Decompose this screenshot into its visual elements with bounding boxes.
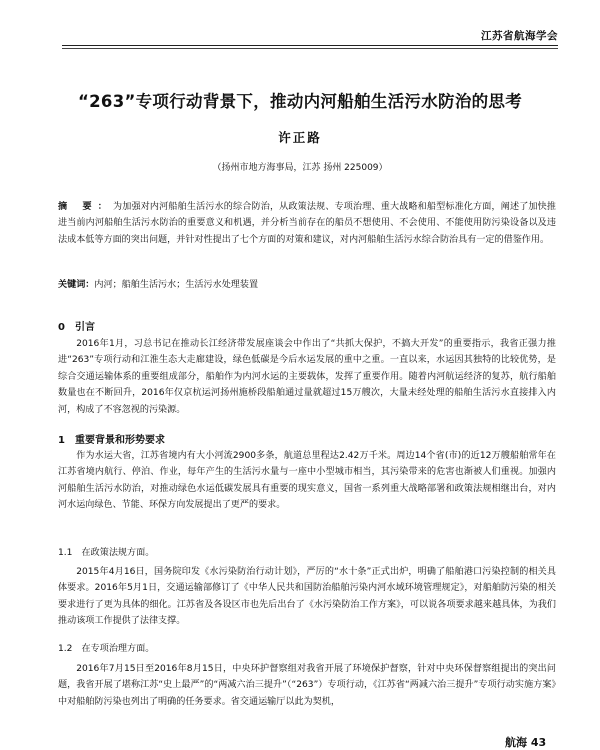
paragraph-background: 作为水运大省，江苏省境内有大小河流2900多条，航道总里程达2.42万千米。周边14个省(市)的近12万艘船舶常年在江苏省境内航行、停泊、作业，每年产生的生活污水量与一座中小型城市相当，其污染带来的危害也渐被人们重视。加强内河船舶生活污水防治，对推动绿色水运低碳发展具有重要的现实意义，国省一系列重大战略部署和政策法规相继出台，对内河水运向绿色、节能、环保方向发展提出了更严的要求。 xyxy=(58,451,556,511)
header-rule-thin xyxy=(62,48,558,49)
section-heading-intro: 0 引言 xyxy=(58,322,95,333)
keywords-label: 关键词： xyxy=(58,280,95,290)
article-title: “263”专项行动背景下，推动内河船舶生活污水防治的思考 xyxy=(77,92,523,111)
header-rule xyxy=(62,45,558,46)
keywords-text: 内河；船舶生活污水；生活污水处理装置 xyxy=(94,280,259,290)
running-header xyxy=(62,28,558,42)
abstract xyxy=(58,199,556,248)
paragraph-special: 2016年7月15日至2016年8月15日，中央环护督察组对我省开展了环境保护督察，针对中央环保督察组提出的突出问题，我省开展了堪称江苏“史上最严”的“两减六治三提升”（“263”）专项行动，《江苏省“两减六治三提升”专项行动实施方案》中对船舶防污染也列出了明确的任务要求。省交通运输厅以此为契机， xyxy=(58,664,556,707)
paragraph-policy: 2015年4月16日，国务院印发《水污染防治行动计划》，严厉的“水十条”正式出炉，明确了船舶港口污染控制的相关具体要求。2016年5月1日，交通运输部修订了《中华人民共和国防治船舶污染内河水域环境管理规定》，对船舶防污染的相关要求进行了更为具体的细化。江苏省及各设区市也先后出台了《水污染防治工作方案》，可以说各项要求越来越具体，为我们推动该项工作提供了法律支撑。 xyxy=(58,567,556,627)
abstract-label: 摘 要： xyxy=(58,202,113,212)
subsection-heading-special: 1.2 在专项治理方面。 xyxy=(58,644,155,654)
section-heading-background: 1 重要背景和形势要求 xyxy=(58,435,165,446)
subsection-heading-policy: 1.1 在政策法规方面。 xyxy=(58,548,155,558)
abstract-text: 为加强对内河船舶生活污水的综合防治，从政策法规、专项治理、重大战略和船型标准化方面，阐述了加快推进当前内河船舶生活污水防治的重要意义和机遇，并分析当前存在的船员不想使用、不会使用、不能使用防污染设备以及违法成本低等方面的突出问题，并针对性提出了七个方面的对策和建议，对内河船舶生活污水综合防治具有一定的借鉴作用。 xyxy=(58,202,556,245)
keywords xyxy=(58,277,556,290)
author-affiliation: （扬州市地方海事局，江苏 扬州 225009） xyxy=(212,163,388,173)
author-name: 许正路 xyxy=(278,130,322,145)
paragraph-intro: 2016年1月，习总书记在推动长江经济带发展座谈会中作出了“共抓大保护，不搞大开发”的重要指示，我省正强力推进“263”专项行动和江淮生态大走廊建设，绿色低碳是今后水运发展的重中之重。一直以来，水运因其独特的比较优势，是综合交通运输体系的重要组成部分，船舶作为内河水运的主要载体，发挥了重要作用。随着内河航运经济的复苏，航行船舶数量也在不断回升，2016年仅京杭运河扬州施桥段船舶通过量就超过15万艘次，大量未经处理的船舶生活污水直接排入内河，构成了不容忽视的污染源。 xyxy=(58,339,556,415)
journal-name: 江苏省航海学会 xyxy=(481,30,558,42)
page-number: 航海 43 xyxy=(505,736,547,749)
